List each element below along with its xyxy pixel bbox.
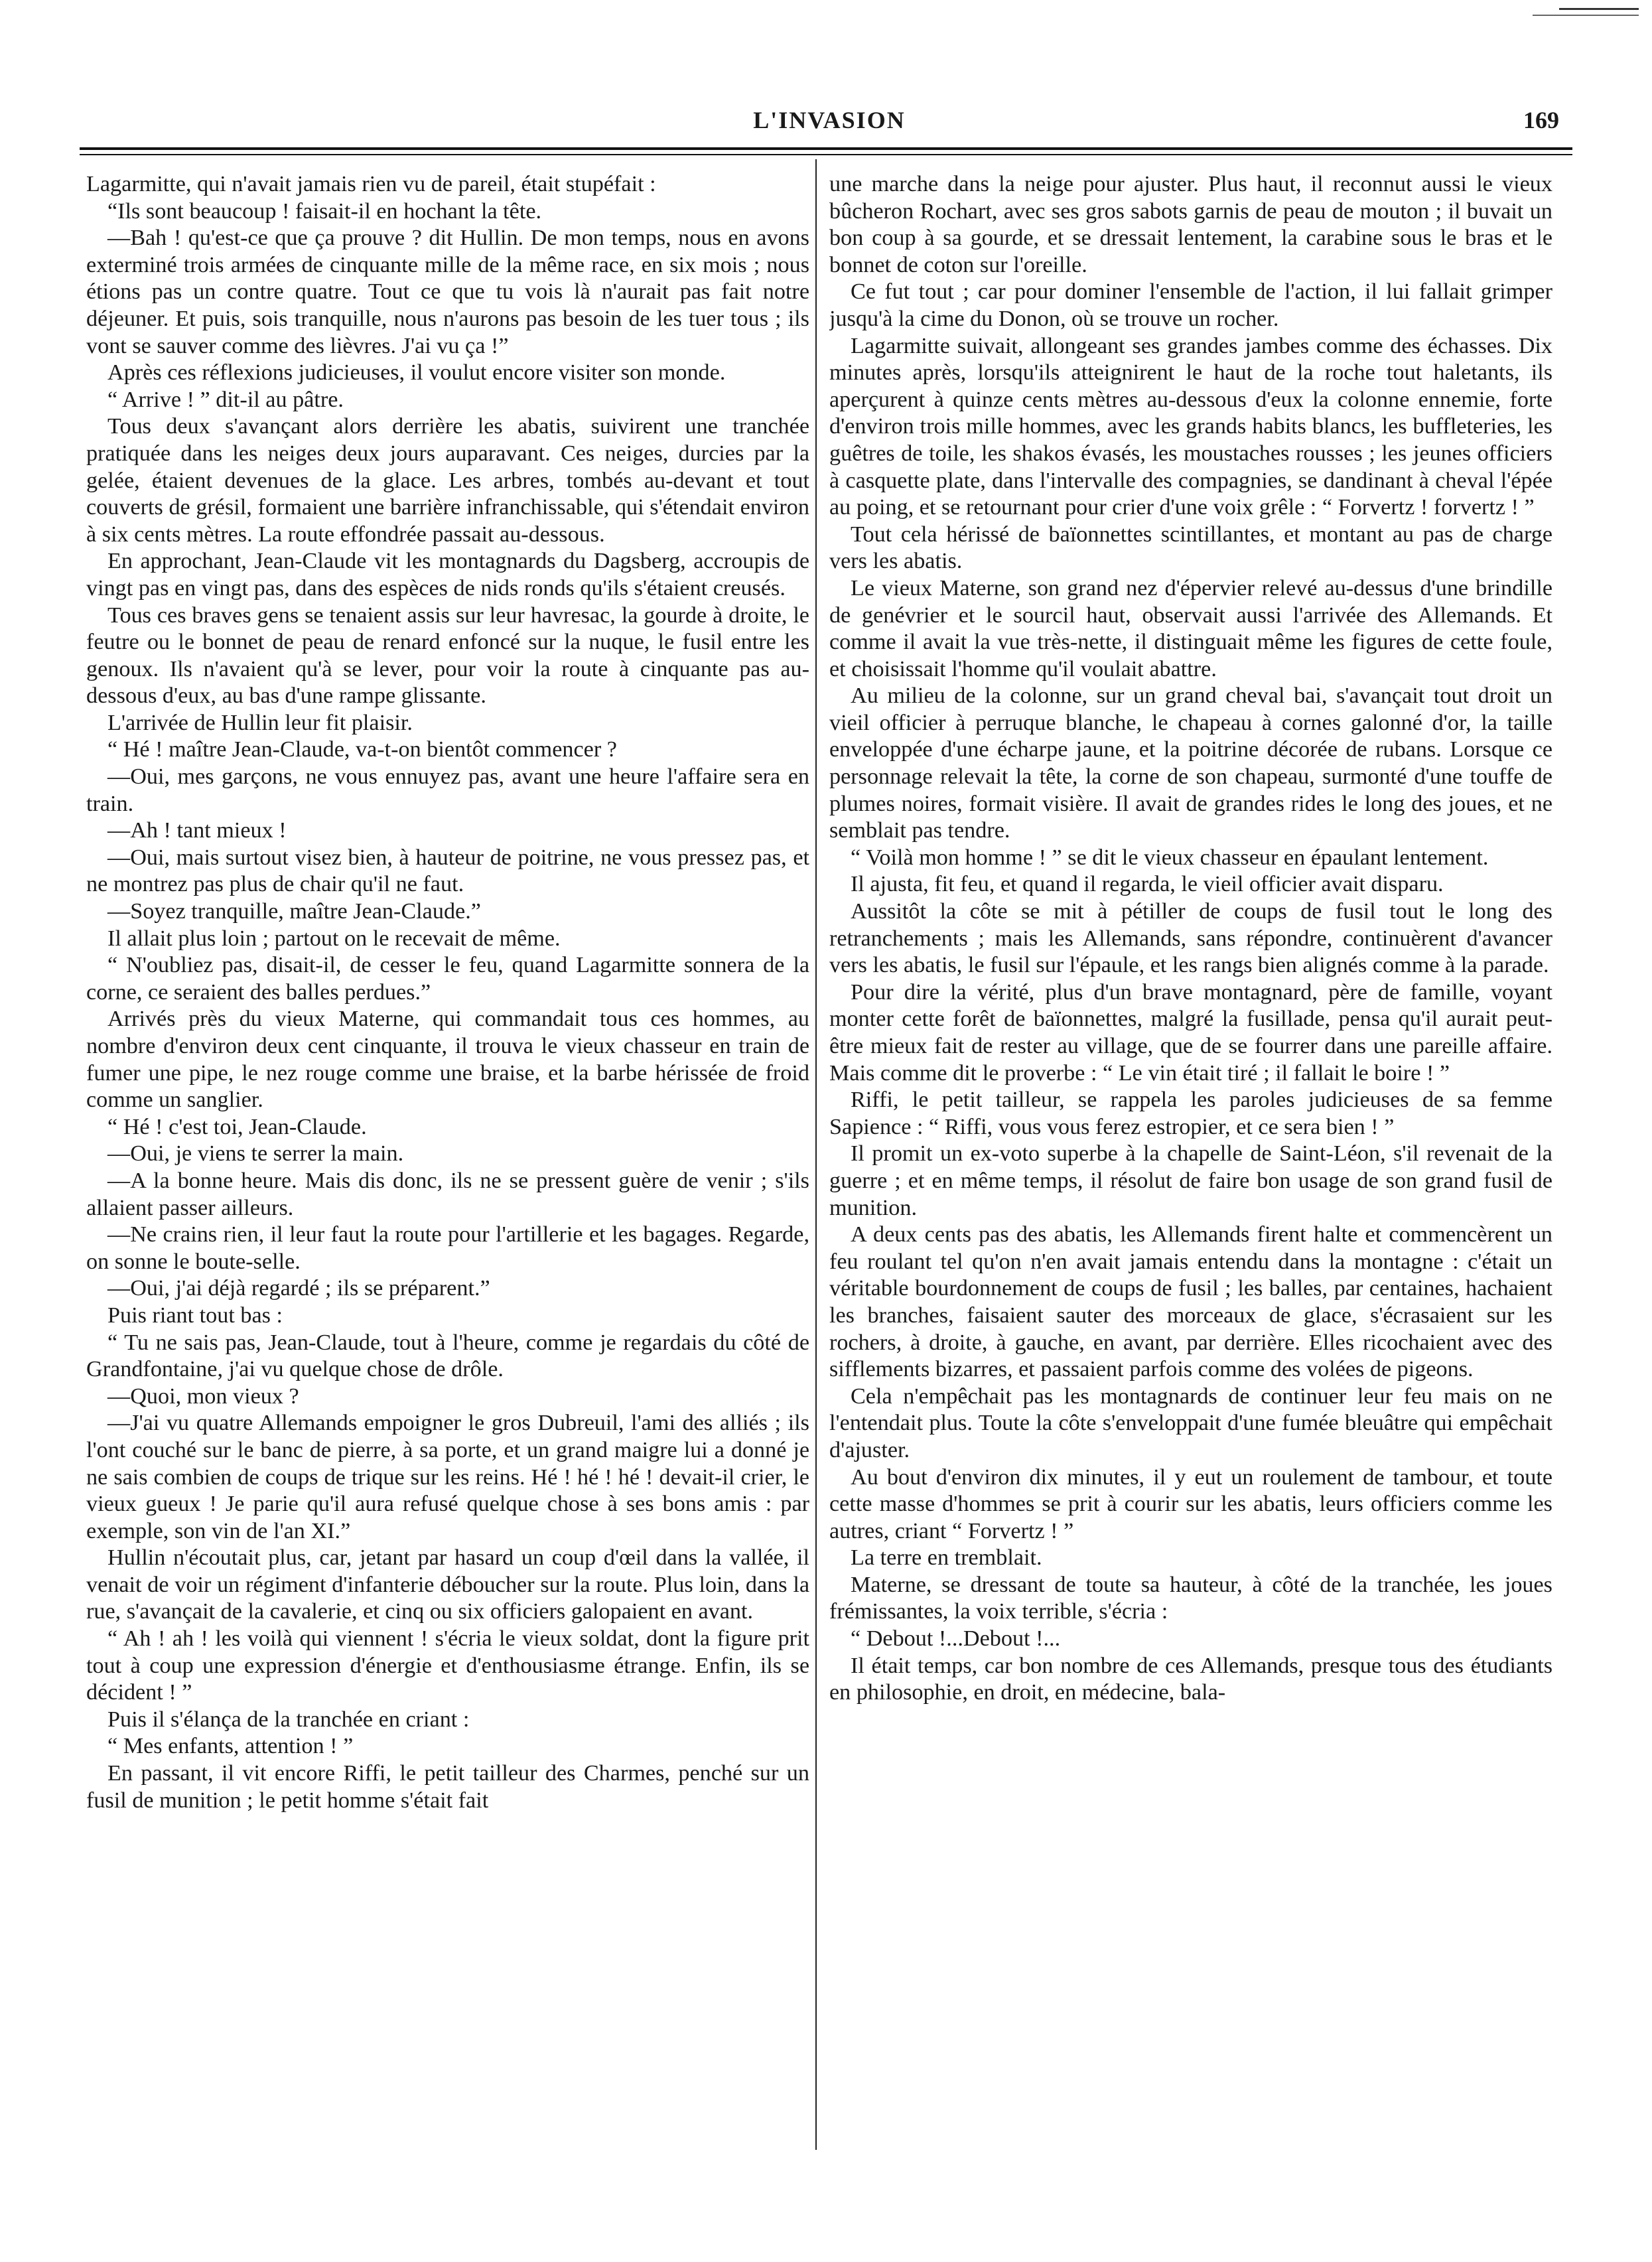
- paragraph: La terre en tremblait.: [851, 1545, 1042, 1571]
- paragraph: L'arrivée de Hullin leur fit plaisir.: [107, 710, 413, 735]
- left-column: [86, 171, 809, 2155]
- paragraph: —A la bonne heure. Mais dis donc, ils ne se pressent guère de venir ; s'ils allaient passer ailleurs.: [86, 1168, 809, 1220]
- paragraph: —Oui, mais surtout visez bien, à hauteur de poitrine, ne vous pressez pas, et ne montrez pas plus de chair qu'il ne faut.: [86, 845, 809, 897]
- paragraph: —Bah ! qu'est-ce que ça prouve ? dit Hullin. De mon temps, nous en avons exterminé trois armées de cinquante mille de la même race, en six mois ; nous étions pas un contre quatre. Tout ce que tu vois là n'aurait pas fait notre déjeuner. Et puis, sois tranquille, nous n'aurons pas besoin de les tuer tous ; ils vont se sauver comme des lièvres. J'ai vu ça !”: [86, 226, 809, 358]
- paragraph: Puis riant tout bas :: [107, 1303, 283, 1328]
- right-column: [829, 171, 1552, 2155]
- paragraph: Après ces réflexions judicieuses, il voulut encore visiter son monde.: [107, 360, 726, 386]
- column-divider: [815, 159, 817, 2150]
- page-header: [93, 106, 1566, 146]
- paragraph: “ Arrive ! ” dit-il au pâtre.: [107, 387, 344, 412]
- paragraph: “ Voilà mon homme ! ” se dit le vieux chasseur en épaulant lentement.: [851, 845, 1489, 870]
- paragraph: une marche dans la neige pour ajuster. Plus haut, il reconnut aussi le vieux bûcheron Rochart, avec ses gros sabots garnis de peau de mouton ; il buvait un bon coup à sa gourde, et se dressait lentement, la carabine sous le bras et le bonnet de coton sur l'oreille.: [829, 172, 1552, 277]
- paragraph: En approchant, Jean-Claude vit les montagnards du Dagsberg, accroupis de vingt pas en vingt pas, dans des espèces de nids ronds qu'ils s'étaient creusés.: [86, 549, 809, 601]
- header-rule-thin: [80, 154, 1572, 155]
- paragraph: Hullin n'écoutait plus, car, jetant par hasard un coup d'œil dans la vallée, il venait de voir un régiment d'infanterie déboucher sur la route. Plus loin, dans la rue, s'avançait de la cavalerie, et cinq ou six officiers galopaient en avant.: [86, 1545, 809, 1624]
- paragraph: Tout cela hérissé de baïonnettes scintillantes, et montant au pas de charge vers les abatis.: [829, 522, 1552, 574]
- running-title: L'INVASION: [753, 107, 906, 133]
- paragraph: A deux cents pas des abatis, les Allemands firent halte et commencèrent un feu roulant tel qu'on n'en avait jamais entendu dans la montagne : c'était un véritable bourdonnement de coups de fusil ; les balles, par centaines, hachaient les branches, faisaient sauter des morceaux de glace, s'écrasaient sur les rochers, à droite, à gauche, en avant, par derrière. Elles ricochaient avec des sifflements bizarres, et passaient parfois comme des volées de pigeons.: [829, 1222, 1552, 1382]
- paragraph: Lagarmitte, qui n'avait jamais rien vu de pareil, était stupéfait :: [86, 172, 656, 196]
- paragraph: Pour dire la vérité, plus d'un brave montagnard, père de famille, voyant monter cette forêt de baïonnettes, malgré la fusillade, pensa qu'il aurait peut-être mieux fait de rester au village, que de se fourrer dans une pareille affaire. Mais comme dit le proverbe : “ Le vin était tiré ; il fallait le boire ! ”: [829, 979, 1552, 1086]
- paragraph: Lagarmitte suivait, allongeant ses grandes jambes comme des échasses. Dix minutes après, lorsqu'ils atteignirent le haut de la roche tout haletants, ils aperçurent à quinze cents mètres au-dessous d'eux la colonne ennemie, forte d'environ trois mille hommes, avec les grands habits blancs, les buffleteries, les guêtres de toile, les shakos évasés, les moustaches rousses ; les jeunes officiers à casquette plate, dans l'intervalle des compagnies, se dandinant à cheval l'épée au poing, et se retournant pour crier d'une voix grêle : “ Forvertz ! forvertz ! ”: [829, 333, 1552, 520]
- paragraph: Tous deux s'avançant alors derrière les abatis, suivirent une tranchée pratiquée dans les neiges deux jours auparavant. Ces neiges, durcies par la gelée, étaient devenues de la glace. Les arbres, tombés au-devant et tout couverts de grésil, formaient une barrière infranchissable, qui s'étendait environ à six cents mètres. La route effondrée passait au-dessous.: [86, 414, 809, 547]
- paragraph: —Quoi, mon vieux ?: [107, 1383, 299, 1409]
- corner-rule: [1559, 8, 1639, 10]
- paragraph: —Soyez tranquille, maître Jean-Claude.”: [107, 899, 481, 924]
- paragraph: “ Ah ! ah ! les voilà qui viennent ! s'écria le vieux soldat, dont la figure prit tout à coup une expression d'énergie et d'enthousiasme étrange. Enfin, ils se décident ! ”: [86, 1626, 809, 1705]
- paragraph: Aussitôt la côte se mit à pétiller de coups de fusil tout le long des retranchements ; mais les Allemands, sans répondre, continuèrent d'avancer vers les abatis, le fusil sur l'épaule, et les rangs bien alignés comme à la parade.: [829, 899, 1552, 978]
- paragraph: “ Mes enfants, attention ! ”: [107, 1734, 354, 1759]
- paragraph: —Ne crains rien, il leur faut la route pour l'artillerie et les bagages. Regarde, on sonne le boute-selle.: [86, 1222, 809, 1274]
- paragraph: Au bout d'environ dix minutes, il y eut un roulement de tambour, et toute cette masse d'hommes se prit à courir sur les abatis, leurs officiers comme les autres, criant “ Forvertz ! ”: [829, 1464, 1552, 1543]
- paragraph: “ Hé ! maître Jean-Claude, va-t-on bientôt commencer ?: [107, 737, 617, 762]
- paragraph: “Ils sont beaucoup ! faisait-il en hochant la tête.: [107, 198, 542, 224]
- paragraph: Cela n'empêchait pas les montagnards de continuer leur feu mais on ne l'entendait plus. Toute la côte s'enveloppait d'une fumée bleuâtre qui empêchait d'ajuster.: [829, 1383, 1552, 1462]
- paragraph: “ Hé ! c'est toi, Jean-Claude.: [107, 1114, 367, 1139]
- paragraph: Au milieu de la colonne, sur un grand cheval bai, s'avançait tout droit un vieil officier à perruque blanche, le chapeau à cornes galonné d'or, la taille enveloppée d'une écharpe jaune, et la poitrine décorée de rubans. Lorsque ce personnage relevait la tête, la corne de son chapeau, surmonté d'une touffe de plumes noires, formait visière. Il avait de grandes rides le long des joues, et ne semblait pas tendre.: [829, 683, 1552, 843]
- paragraph: En passant, il vit encore Riffi, le petit tailleur des Charmes, penché sur un fusil de munition ; le petit homme s'était fait: [86, 1761, 809, 1813]
- paragraph: —Oui, mes garçons, ne vous ennuyez pas, avant une heure l'affaire sera en train.: [86, 764, 809, 816]
- paragraph: —Oui, je viens te serrer la main.: [107, 1141, 404, 1166]
- paragraph: Tous ces braves gens se tenaient assis sur leur havresac, la gourde à droite, le feutre ou le bonnet de peau de renard enfoncé sur la nuque, le fusil entre les genoux. Ils n'avaient qu'à se lever, pour voir la route à cinquante pas au-dessous d'eux, au bas d'une rampe glissante.: [86, 602, 809, 709]
- paragraph: “ N'oubliez pas, disait-il, de cesser le feu, quand Lagarmitte sonnera de la corne, ce seraient des balles perdues.”: [86, 953, 809, 1005]
- paragraph: “ Tu ne sais pas, Jean-Claude, tout à l'heure, comme je regardais du côté de Grandfontaine, j'ai vu quelque chose de drôle.: [86, 1330, 809, 1382]
- paragraph: Ce fut tout ; car pour dominer l'ensemble de l'action, il lui fallait grimper jusqu'à la cime du Donon, où se trouve un rocher.: [829, 279, 1552, 331]
- paragraph: Puis il s'élança de la tranchée en criant :: [107, 1707, 470, 1732]
- paragraph: Riffi, le petit tailleur, se rappela les paroles judicieuses de sa femme Sapience : “ Riffi, vous vous ferez estropier, et ce sera bien ! ”: [829, 1088, 1552, 1139]
- paragraph: Il promit un ex-voto superbe à la chapelle de Saint-Léon, s'il revenait de la guerre ; et en même temps, il résolut de faire bon usage de son grand fusil de munition.: [829, 1141, 1552, 1220]
- page-number: 169: [1523, 107, 1559, 133]
- paragraph: Il allait plus loin ; partout on le recevait de même.: [107, 926, 561, 951]
- paragraph: Il était temps, car bon nombre de ces Allemands, presque tous des étudiants en philosophie, en droit, en médecine, bala-: [829, 1653, 1552, 1705]
- paragraph: “ Debout !...Debout !...: [851, 1626, 1061, 1652]
- paragraph: —J'ai vu quatre Allemands empoigner le gros Dubreuil, l'ami des alliés ; ils l'ont couché sur le banc de pierre, à sa porte, et un grand maigre lui a donné je ne sais combien de coups de trique sur les reins. Hé ! hé ! hé ! devait-il crier, le vieux gueux ! Je parie qu'il aura refusé quelque chose à ses bons amis : par exemple, son vin de l'an XI.”: [86, 1411, 809, 1543]
- paragraph: —Oui, j'ai déjà regardé ; ils se préparent.”: [107, 1276, 490, 1301]
- corner-rule-secondary: [1533, 15, 1639, 16]
- header-rule: [80, 147, 1572, 150]
- paragraph: Le vieux Materne, son grand nez d'épervier relevé au-dessus d'une brindille de genévrier et le sourcil haut, observait aussi l'arrivée des Allemands. Et comme il avait la vue très-nette, il distinguait même les figures de cette foule, et choisissait l'homme qu'il voulait abattre.: [829, 575, 1552, 681]
- paragraph: —Ah ! tant mieux !: [107, 818, 287, 843]
- paragraph: Il ajusta, fit feu, et quand il regarda, le vieil officier avait disparu.: [851, 872, 1444, 897]
- paragraph: Arrivés près du vieux Materne, qui commandait tous ces hommes, au nombre d'environ deux cent cinquante, il trouva le vieux chasseur en train de fumer une pipe, le nez rouge comme une braise, et la barbe hérissée de froid comme un sanglier.: [86, 1007, 809, 1113]
- paragraph: Materne, se dressant de toute sa hauteur, à côté de la tranchée, les joues frémissantes, la voix terrible, s'écria :: [829, 1572, 1552, 1624]
